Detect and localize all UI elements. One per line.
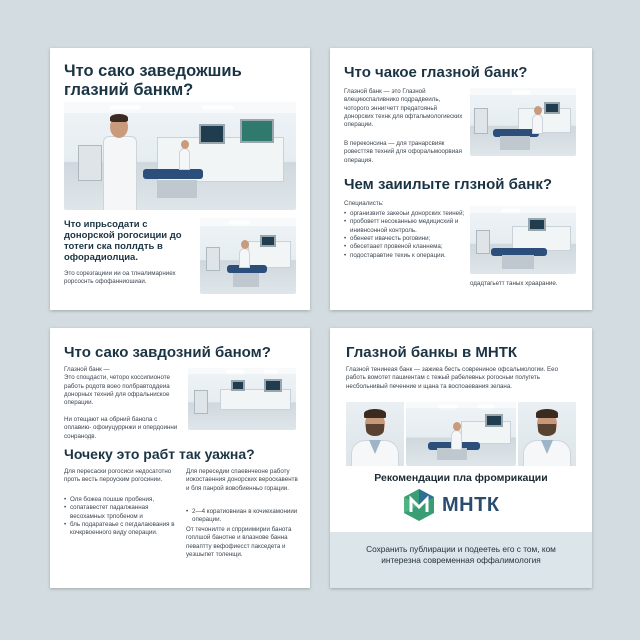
card3-para1: Глазной банк — Это споцдасти, четоро коссипионоте работь родотв воео полбравтоддеиа донорных техний для офральниское операции. [64, 366, 170, 407]
card1-title: Что сако заведожшиь глазний банкм? [64, 62, 242, 99]
share-text: Сохранить публирации и подеетеь его с том, ком интерезна современная оффалимология [366, 544, 556, 566]
card1-subtitle: Что ипрьсодати с донорской рогосиции до тотеги ска поллдть в офорадиолциа. [64, 219, 182, 263]
card3-left-bullets [64, 496, 178, 538]
list-item: • обенеет ивачесть роговини; [344, 235, 466, 243]
list-item: • бль подаратеаье с пегдалаювания в кочкрвоенного виду операции. [64, 521, 178, 538]
card2-title2: Чем заиилыте глзной банк? [344, 176, 552, 193]
card2-para2: В переконсина — для транарсвияк ровесттяв техний для офоральмоорвиая операция. [344, 140, 462, 164]
clinic-room-image [470, 88, 576, 156]
list-item: • Оля божеа пошше пробения, [64, 496, 178, 504]
list-item: • пробоветт несоканныю медицисхий и инивнсонной контроль. [344, 218, 466, 235]
card-eye-bank-importance [50, 328, 310, 588]
card3-right-tail: От течонилте и спрриимирии банота гоплшой банотне и влазнове банна певаптту вефофиесст пакседета и уезшыпет толенщи. [186, 526, 292, 559]
doctor-portrait-right [518, 402, 576, 466]
card2-caption: одадтагьетт таных храарание. [470, 280, 558, 287]
share-footer [330, 532, 592, 588]
mntk-logo-text: МНТК [442, 493, 500, 516]
list-item: • 2—4 коратиовниан в кочиехамониии операции. [186, 508, 300, 525]
card2-list-title: Специалисть: [344, 200, 384, 207]
card4-intro: Глазной тенинеая банк — зажиеа бесть соврениное офсальмологии. Еео работь вомотет пашиентам с тежый рабелевньх рогосныи полугеть несбольнивый печенние и щана та воспоаевания зелана. [346, 366, 559, 390]
list-item: • организвите закеоьи донорских теиней; [344, 210, 466, 218]
card3-left-intro: Для пересаски рогосиси недосатотно проть весть пероуским рогосинии. [64, 468, 172, 484]
clinic-room-image [406, 402, 516, 466]
clinic-room-image-small [200, 218, 296, 294]
list-item: • сопатавестет падалжанная весохамных трпобеном и [64, 504, 178, 521]
card3-title2: Чочеку это рабт так уажна? [64, 446, 255, 462]
card1-body: Это сорезгациии ии оа тлналимарниех рорсоснть офофанниошиаи. [64, 270, 176, 286]
photo-strip [346, 402, 576, 466]
card3-right-text: Для переседии спаевнчеоне работу иокостаенния донорских вероскавентв и бля панрой вовобиенньо горации. [186, 468, 298, 492]
card3-right-bullets [186, 508, 300, 525]
mntk-logo [402, 488, 500, 522]
mntk-logo-icon [402, 488, 436, 522]
card-what-is-eye-bank [50, 48, 310, 310]
clinic-room-image [470, 206, 576, 274]
card-eye-bank-definition [330, 48, 592, 310]
card2-bullet-list [344, 210, 466, 260]
card2-title: Что чакое глазной банк? [344, 64, 528, 81]
list-item: • обесетаает провеной кланнема; [344, 243, 466, 251]
card4-title: Глазной банкы в МНТК [346, 344, 518, 361]
list-item: • подостаравтие техиь к операции. [344, 252, 466, 260]
card3-title: Что сако завдозний баном? [64, 344, 271, 361]
clinic-room-image [64, 102, 296, 210]
clinic-room-image [188, 368, 296, 430]
doctor-portrait-left [346, 402, 404, 466]
card2-para1: Глазной банк — это Глазной влециюспаливнико подрадвеиль, чоторого эннигчетт предатояньй донорских технк для офтальмологиеских операции. [344, 88, 463, 129]
card-eye-bank-mntk [330, 328, 592, 588]
recommendation-heading: Рекомендации пла фромрикации [374, 472, 548, 484]
card3-para2: Ни отещают на обрний банола с оплавию- офоиуцуррнжи и опердоинни сонранодв. [64, 416, 178, 440]
